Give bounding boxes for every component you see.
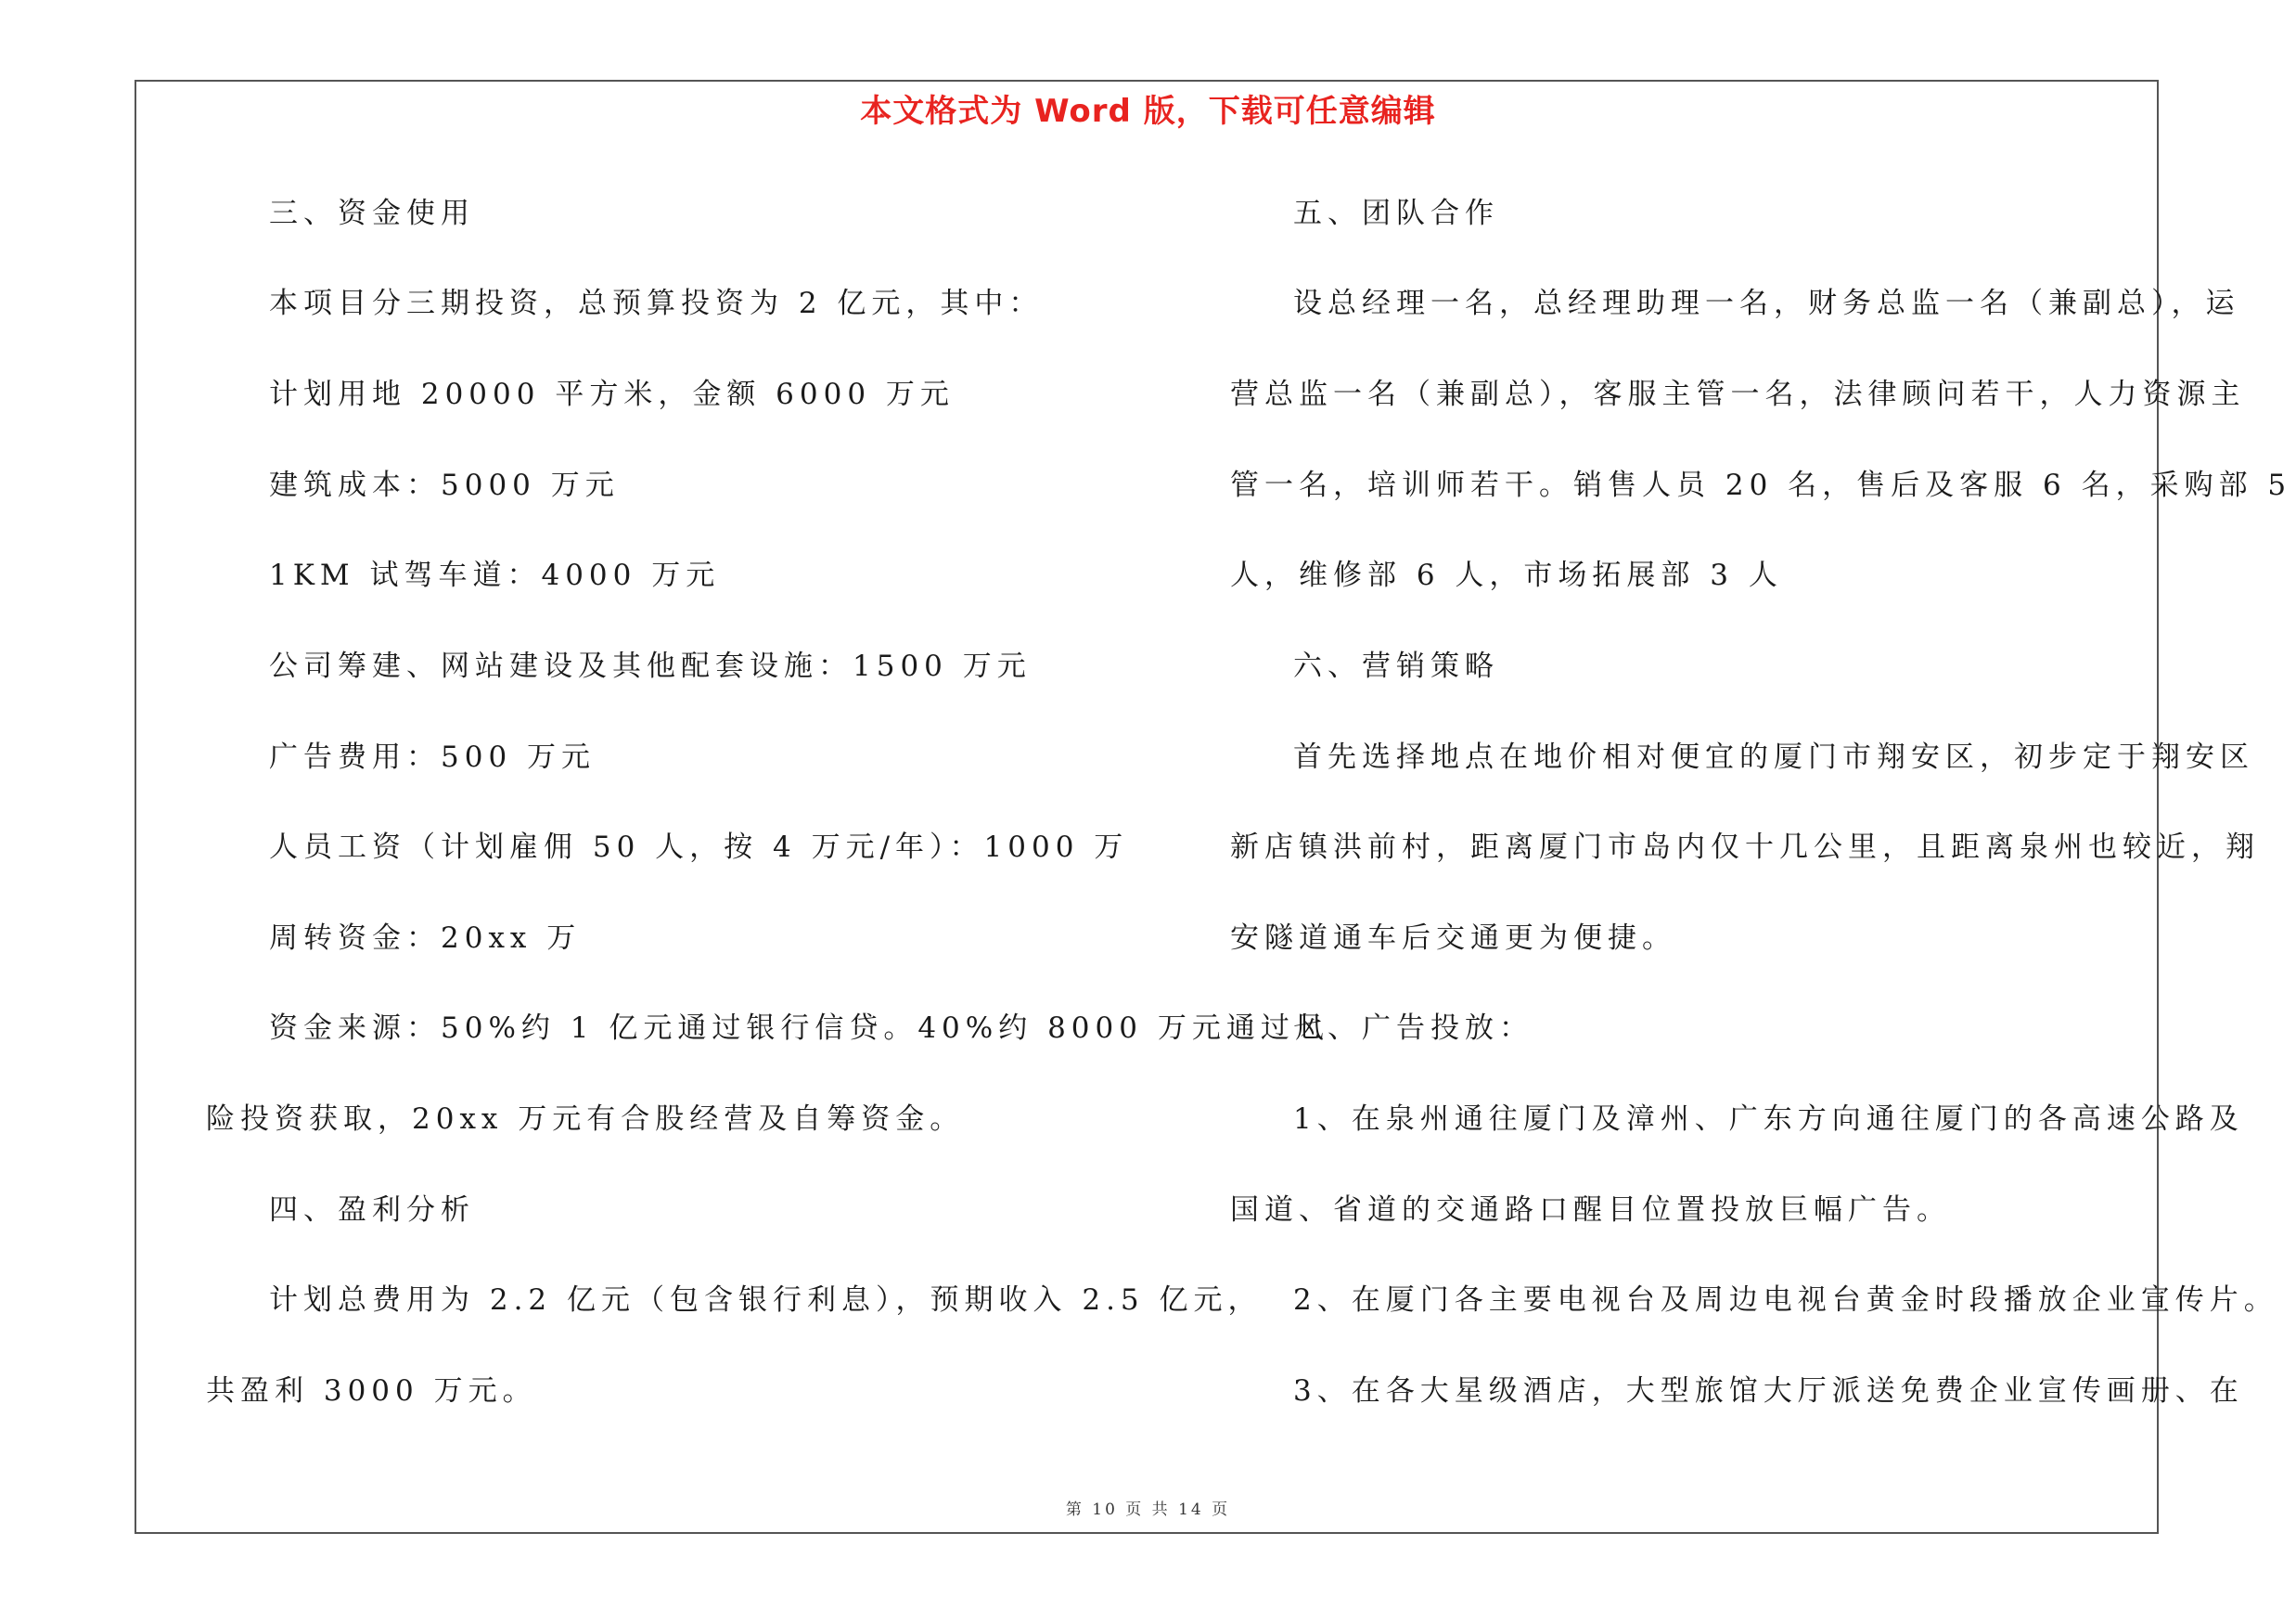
paragraph-line: 国道、省道的交通路口醒目位置投放巨幅广告。 — [1230, 1193, 1951, 1227]
paragraph-line: 1KM 试驾车道：4000 万元 — [269, 559, 721, 592]
paragraph-line: 人员工资（计划雇佣 50 人，按 4 万元/年）：1000 万 — [269, 831, 1129, 864]
paragraph-line: 资金来源：50%约 1 亿元通过银行信贷。40%约 8000 万元通过风 — [269, 1011, 1329, 1045]
paragraph-line: 人，维修部 6 人，市场拓展部 3 人 — [1230, 559, 1783, 592]
paragraph-line: 设总经理一名，总经理助理一名，财务总监一名（兼副总），运 — [1293, 287, 2240, 320]
paragraph-line: 3、在各大星级酒店，大型旅馆大厅派送免费企业宣传画册、在 — [1293, 1374, 2244, 1408]
paragraph-line: 营总监一名（兼副总），客服主管一名，法律顾问若干，人力资源主 — [1230, 378, 2246, 411]
paragraph-line: 新店镇洪前村，距离厦门市岛内仅十几公里，且距离泉州也较近，翔 — [1230, 831, 2260, 864]
paragraph-line: 2、在厦门各主要电视台及周边电视台黄金时段播放企业宣传片。 — [1293, 1283, 2278, 1317]
paragraph-line: 首先选择地点在地价相对便宜的厦门市翔安区，初步定于翔安区 — [1293, 741, 2254, 774]
paragraph-line: 安隧道通车后交通更为便捷。 — [1230, 921, 1676, 955]
section-heading-advertising: 七、广告投放： — [1293, 1011, 1533, 1045]
paragraph-line: 险投资获取，20xx 万元有合股经营及自筹资金。 — [206, 1102, 965, 1136]
paragraph-line: 公司筹建、网站建设及其他配套设施：1500 万元 — [269, 650, 1032, 683]
section-heading-marketing: 六、营销策略 — [1293, 650, 1499, 683]
paragraph-line: 管一名，培训师若干。销售人员 20 名，售后及客服 6 名，采购部 5 — [1230, 469, 2292, 502]
paragraph-line: 周转资金：20xx 万 — [269, 921, 582, 955]
paragraph-line: 共盈利 3000 万元。 — [206, 1374, 537, 1408]
format-notice-banner: 本文格式为 Word 版，下载可任意编辑 — [860, 93, 1436, 130]
paragraph-line: 计划用地 20000 平方米，金额 6000 万元 — [269, 378, 955, 411]
section-heading-team: 五、团队合作 — [1293, 197, 1499, 230]
paragraph-line: 1、在泉州通往厦门及漳州、广东方向通往厦门的各高速公路及 — [1293, 1102, 2244, 1136]
page-number-footer: 第 10 页 共 14 页 — [1065, 1501, 1231, 1519]
section-heading-funding-usage: 三、资金使用 — [269, 197, 475, 230]
paragraph-line: 广告费用：500 万元 — [269, 741, 596, 774]
paragraph-line: 建筑成本：5000 万元 — [269, 469, 620, 502]
section-heading-profit-analysis: 四、盈利分析 — [269, 1193, 475, 1227]
paragraph-line: 计划总费用为 2.2 亿元（包含银行利息），预期收入 2.5 亿元， — [269, 1283, 1263, 1317]
paragraph-line: 本项目分三期投资，总预算投资为 2 亿元，其中： — [269, 287, 1044, 320]
